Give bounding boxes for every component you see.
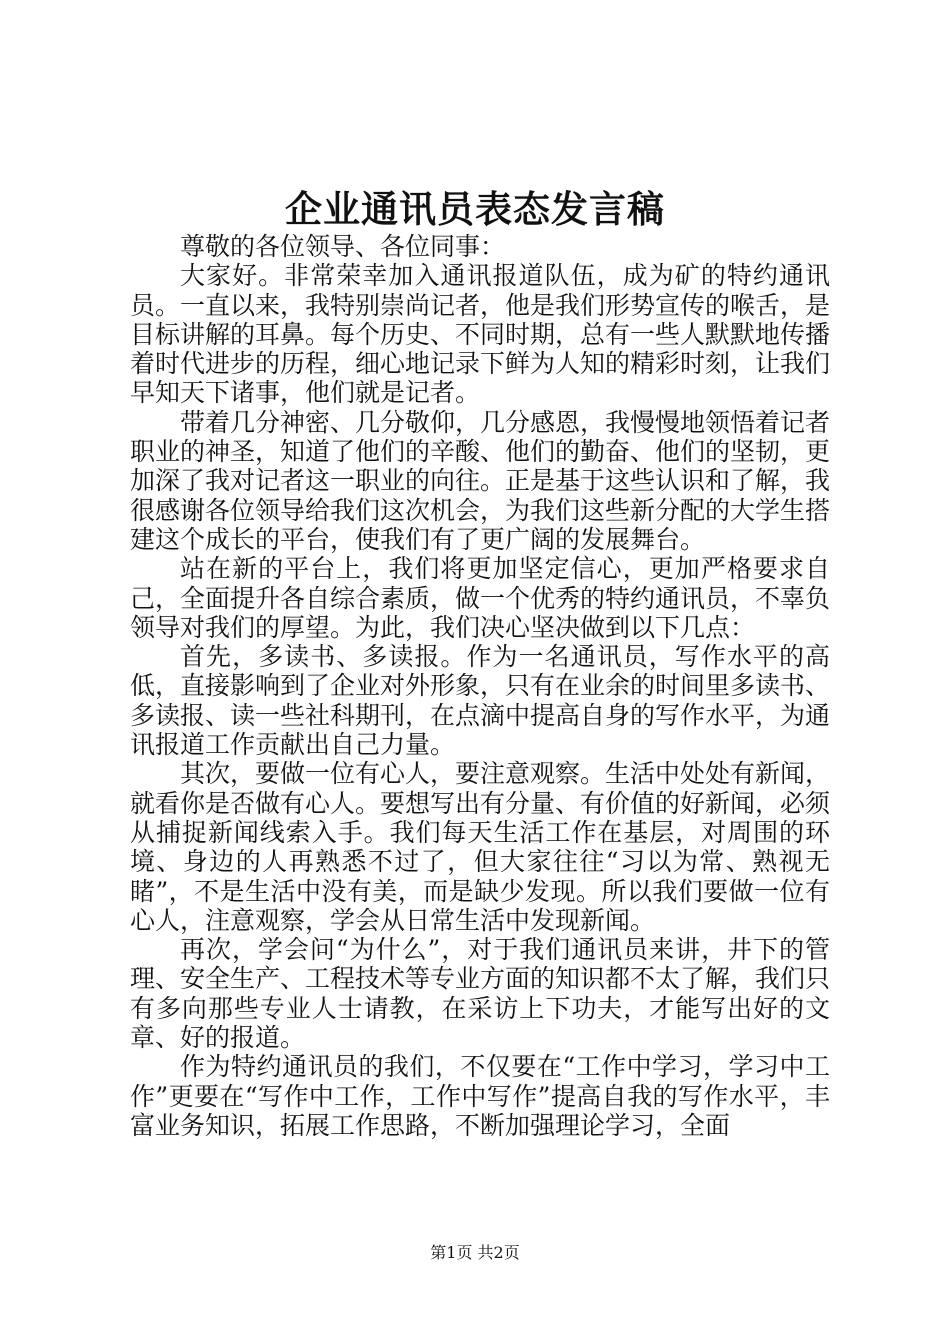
body-paragraph: 站在新的平台上，我们将更加坚定信心，更加严格要求自己，全面提升各自综合素质，做一个优秀的特约通讯员，不辜负领导对我们的厚望。为此，我们决心坚决做到以下几点： (130, 554, 831, 642)
page-number-footer: 第1页 共2页 (430, 1243, 520, 1262)
body-paragraph: 其次，要做一位有心人，要注意观察。生活中处处有新闻，就看你是否做有心人。要想写出有分量、有价值的好新闻，必须从捕捉新闻线索入手。我们每天生活工作在基层，对周围的环境、身边的人再熟悉不过了，但大家往往“习以为常、熟视无睹”，不是生活中没有美，而是缺少发现。所以我们要做一位有心人，注意观察，学会从日常生活中发现新闻。 (130, 759, 831, 935)
body-paragraph: 大家好。非常荣幸加入通讯报道队伍，成为矿的特约通讯员。一直以来，我特别崇尚记者，他是我们形势宣传的喉舌，是目标讲解的耳鼻。每个历史、不同时期，总有一些人默默地传播着时代进步的历程，细心地记录下鲜为人知的精彩时刻，让我们早知天下诸事，他们就是记者。 (130, 261, 831, 408)
document-body (130, 232, 830, 1140)
salutation-paragraph: 尊敬的各位领导、各位同事： (180, 232, 506, 261)
body-paragraph: 再次，学会问“为什么”，对于我们通讯员来讲，井下的管理、安全生产、工程技术等专业方面的知识都不太了解，我们只有多向那些专业人士请教，在采访上下功夫，才能写出好的文章、好的报道。 (130, 935, 831, 1053)
body-paragraph: 首先，多读书、多读报。作为一名通讯员，写作水平的高低，直接影响到了企业对外形象，只有在业余的时间里多读书、多读报、读一些社科期刊，在点滴中提高自身的写作水平，为通讯报道工作贡献出自己力量。 (130, 642, 831, 760)
body-paragraph: 作为特约通讯员的我们，不仅要在“工作中学习，学习中工作”更要在“写作中工作，工作中写作”提高自我的写作水平，丰富业务知识，拓展工作思路，不断加强理论学习，全面 (130, 1052, 830, 1140)
body-paragraph: 带着几分神密、几分敬仰，几分感恩，我慢慢地领悟着记者职业的神圣，知道了他们的辛酸、他们的勤奋、他们的坚韧，更加深了我对记者这一职业的向往。正是基于这些认识和了解，我很感谢各位领导给我们这次机会，为我们这些新分配的大学生搭建这个成长的平台，使我们有了更广阔的发展舞台。 (130, 407, 831, 554)
document-title: 企业通讯员表态发言稿 (285, 187, 665, 231)
